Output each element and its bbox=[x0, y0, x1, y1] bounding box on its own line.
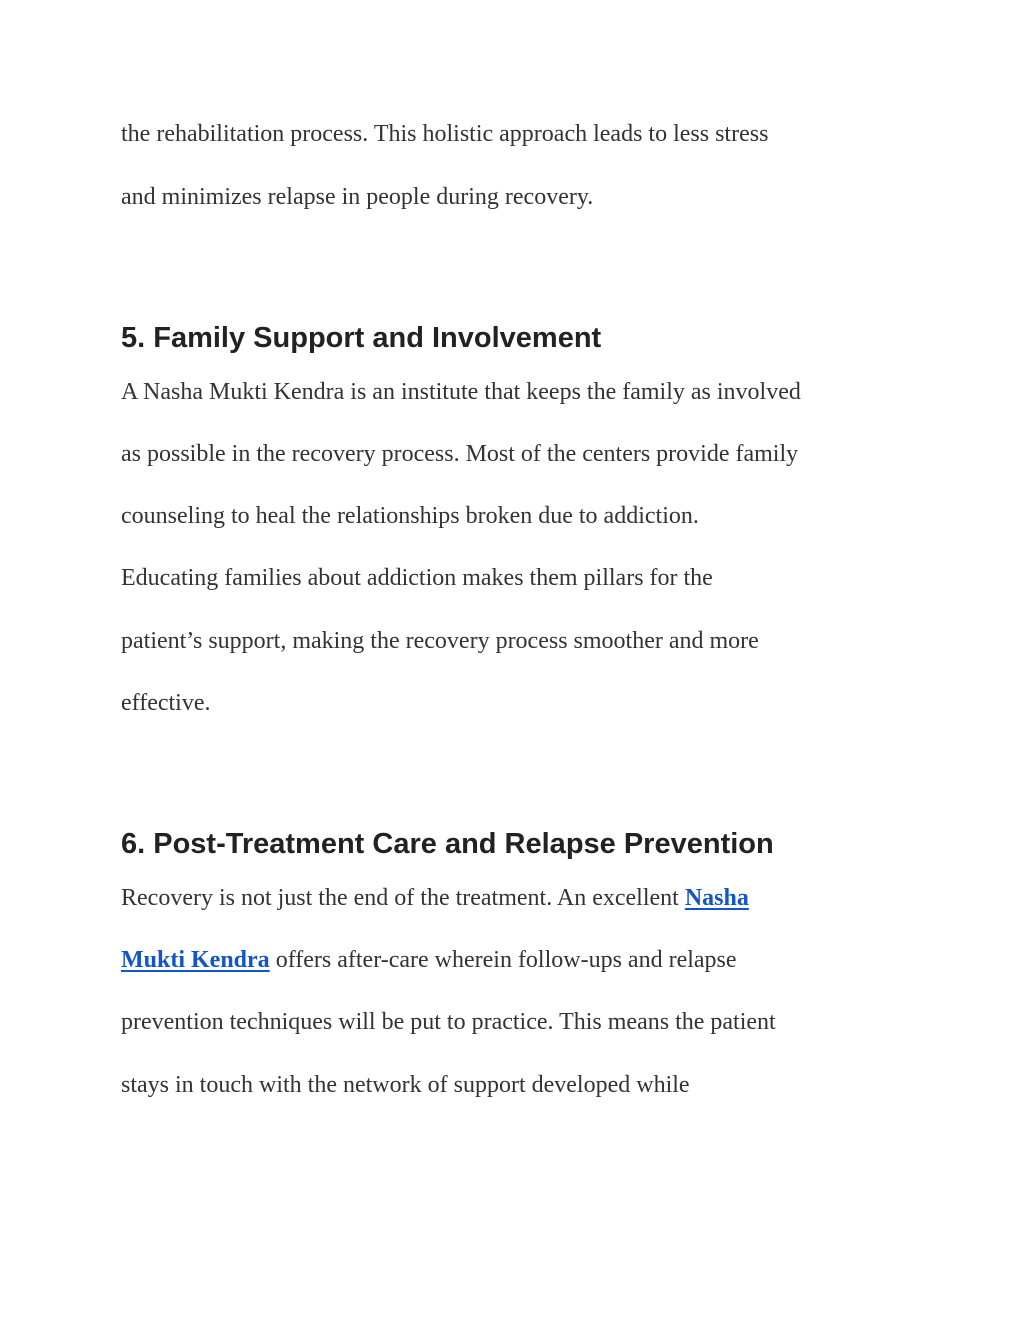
section-6-line-1 bbox=[121, 883, 749, 913]
section-5-line-3: counseling to heal the relationships broken due to addiction. bbox=[121, 503, 699, 529]
section-6-line-1-text: Recovery is not just the end of the treatment. An excellent bbox=[121, 885, 685, 911]
section-6-line-4: stays in touch with the network of support developed while bbox=[121, 1072, 690, 1098]
section-6-line-2-text: offers after-care wherein follow-ups and relapse bbox=[269, 947, 737, 973]
section-6-line-2 bbox=[121, 945, 737, 975]
section-6-line-3: prevention techniques will be put to practice. This means the patient bbox=[121, 1009, 776, 1035]
section-5-line-6: effective. bbox=[121, 690, 211, 716]
section-5-heading: 5. Family Support and Involvement bbox=[121, 322, 602, 354]
intro-line-1: the rehabilitation process. This holistic approach leads to less stress bbox=[121, 121, 769, 147]
intro-line-2: and minimizes relapse in people during recovery. bbox=[121, 184, 594, 210]
section-5-line-2: as possible in the recovery process. Most of the centers provide family bbox=[121, 441, 799, 467]
nasha-mukti-kendra-link-part-2[interactable]: Mukti Kendra bbox=[121, 947, 270, 973]
section-5-line-1: A Nasha Mukti Kendra is an institute that keeps the family as involved bbox=[121, 379, 801, 405]
section-5-line-5: patient’s support, making the recovery process smoother and more bbox=[121, 628, 759, 654]
section-6-heading: 6. Post-Treatment Care and Relapse Prevention bbox=[121, 828, 774, 860]
nasha-mukti-kendra-link-part-1[interactable]: Nasha bbox=[684, 885, 749, 911]
section-5-line-4: Educating families about addiction makes them pillars for the bbox=[121, 565, 713, 591]
